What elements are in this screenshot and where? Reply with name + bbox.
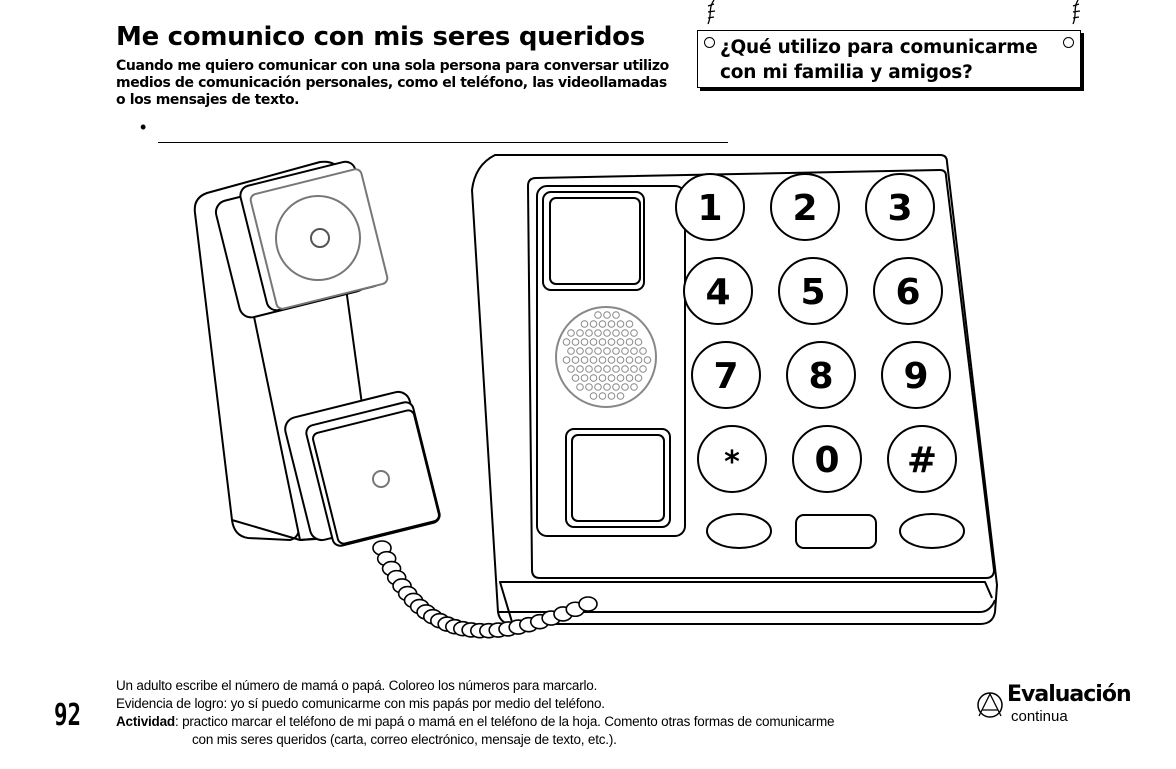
function-button-left xyxy=(707,514,771,548)
key-4[interactable] xyxy=(684,258,752,324)
sign-question-line1: ¿Qué utilizo para comunicarme xyxy=(720,37,1038,58)
key-label: 7 xyxy=(713,356,739,397)
logo-subtitle: continua xyxy=(1011,708,1068,725)
intro-paragraph: Cuando me quiero comunicar con una sola persona para conversar utilizo medios de comunicación personales, como el teléfono, las videollamadas o los mensajes de texto. xyxy=(116,58,669,108)
key-7[interactable] xyxy=(692,342,760,408)
key-label: 3 xyxy=(887,188,913,229)
footer-instructions xyxy=(116,677,976,749)
key-label: 0 xyxy=(814,440,840,481)
key-label: * xyxy=(724,445,740,480)
function-button-middle xyxy=(796,515,876,548)
handset xyxy=(195,160,442,548)
key-label: # xyxy=(906,440,938,481)
key-5[interactable] xyxy=(779,258,847,324)
key-1[interactable] xyxy=(676,174,744,240)
key-label: 9 xyxy=(903,356,929,397)
key-3[interactable] xyxy=(866,174,934,240)
activity-label: Actividad xyxy=(116,714,175,729)
function-button-right xyxy=(900,514,964,548)
logo-title: Evaluación xyxy=(1007,682,1131,707)
speaker-grille-icon xyxy=(556,307,656,407)
key-label: 8 xyxy=(808,356,834,397)
page-title: Me comunico con mis seres queridos xyxy=(116,22,645,52)
key-2[interactable] xyxy=(771,174,839,240)
sign-question-line2: con mi familia y amigos? xyxy=(720,62,973,83)
key-label: 4 xyxy=(705,272,731,313)
key-6[interactable] xyxy=(874,258,942,324)
key-label: 6 xyxy=(895,272,921,313)
key-hash[interactable] xyxy=(888,426,956,492)
activity-text-cont: con mis seres queridos (carta, correo electrónico, mensaje de texto, etc.). xyxy=(192,732,617,747)
answer-bullet: • xyxy=(140,117,147,137)
key-star[interactable] xyxy=(698,426,766,492)
key-9[interactable] xyxy=(882,342,950,408)
page-number: 92 xyxy=(54,698,82,733)
compass-logo-icon xyxy=(975,688,1009,722)
key-label: 1 xyxy=(697,188,723,229)
footer-line-1: Un adulto escribe el número de mamá o papá. Coloreo los números para marcarlo. xyxy=(116,678,598,693)
footer-line-2: Evidencia de logro: yo sí puedo comunicarme con mis papás por medio del teléfono. xyxy=(116,696,605,711)
key-0[interactable] xyxy=(793,426,861,492)
activity-text: : practico marcar el teléfono de mi papá o mamá en el teléfono de la hoja. Comento otras formas de comunicarme xyxy=(174,714,835,729)
key-label: 5 xyxy=(800,272,826,313)
footer-activity xyxy=(116,713,976,731)
key-label: 2 xyxy=(792,188,818,229)
key-8[interactable] xyxy=(787,342,855,408)
